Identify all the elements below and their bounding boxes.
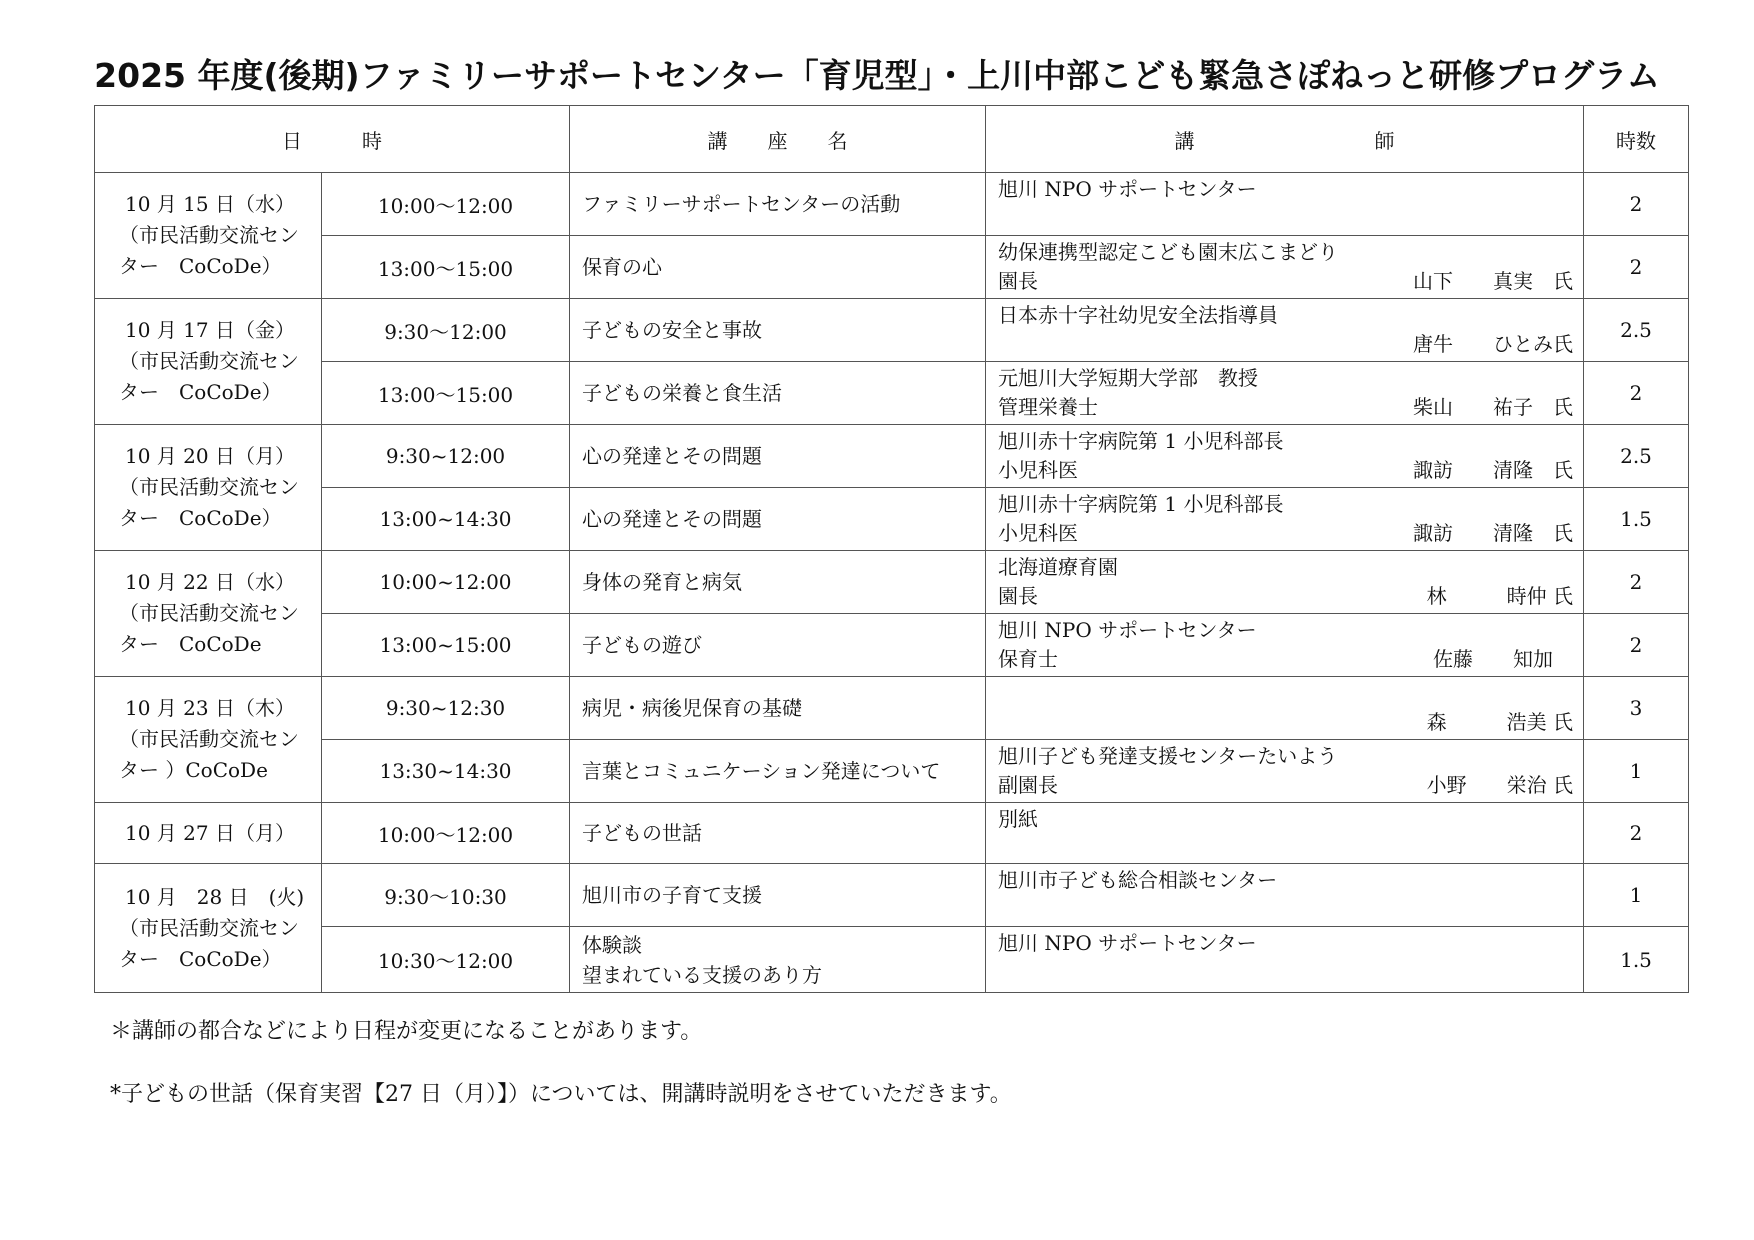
instructor-org: 幼保連携型認定こども園末広こまどり xyxy=(998,240,1338,264)
course-name: 心の発達とその問題 xyxy=(582,444,762,468)
course-name: 保育の心 xyxy=(582,255,662,279)
course-cell xyxy=(570,927,986,993)
hours-cell: 2 xyxy=(1584,362,1689,425)
date-cell xyxy=(95,425,322,551)
instructor-role: 保育士 xyxy=(998,647,1058,671)
hours-cell: 1.5 xyxy=(1584,488,1689,551)
course-name: 子どもの遊び xyxy=(582,633,702,657)
course-name: 子どもの世話 xyxy=(582,821,702,845)
table-row xyxy=(95,362,1689,425)
time-cell: 13:00～15:00 xyxy=(322,362,570,425)
hours-cell: 2.5 xyxy=(1584,425,1689,488)
instructor-org: 旭川市子ども総合相談センター xyxy=(998,868,1278,892)
time-cell: 9:30～12:00 xyxy=(322,299,570,362)
time-cell: 10:00～12:00 xyxy=(322,803,570,864)
hours-cell: 1 xyxy=(1584,740,1689,803)
table-row xyxy=(95,425,1689,488)
table-row xyxy=(95,803,1689,864)
time-cell: 10:00～12:00 xyxy=(322,173,570,236)
instructor-name: 林 時仲 氏 xyxy=(1426,584,1573,608)
time-cell: 13:00～15:00 xyxy=(322,236,570,299)
header-course: 講 座 名 xyxy=(570,106,986,173)
time-cell: 13:00~15:00 xyxy=(322,614,570,677)
course-name: ファミリーサポートセンターの活動 xyxy=(582,192,901,216)
venue-label: （市民活動交流セン xyxy=(119,727,299,751)
course-cell xyxy=(570,236,986,299)
date-label: 10 月 15 日（水） xyxy=(125,192,295,216)
instructor-role: 小児科医 xyxy=(998,458,1078,482)
instructor-cell xyxy=(986,614,1584,677)
course-cell xyxy=(570,299,986,362)
instructor-org: 旭川 NPO サポートセンター xyxy=(998,618,1257,642)
venue-label: ター CoCoDe） xyxy=(119,506,282,530)
instructor-name: 唐牛 ひとみ氏 xyxy=(1413,332,1573,356)
instructor-name: 小野 栄治 氏 xyxy=(1426,773,1573,797)
instructor-cell xyxy=(986,864,1584,927)
table-row xyxy=(95,551,1689,614)
instructor-name: 佐藤 知加 xyxy=(1433,647,1573,671)
instructor-name: 柴山 祐子 氏 xyxy=(1413,395,1573,419)
date-label: 10 月 23 日（木） xyxy=(125,696,295,720)
venue-label: ター CoCoDe） xyxy=(119,946,282,971)
instructor-org: 日本赤十字社幼児安全法指導員 xyxy=(998,303,1278,327)
hours-cell: 1 xyxy=(1584,864,1689,927)
instructor-org xyxy=(998,679,1573,708)
hours-cell: 2 xyxy=(1584,173,1689,236)
instructor-org: 旭川子ども発達支援センターたいよう xyxy=(998,744,1338,768)
note-childcare: *子どもの世話（保育実習【27 日（月）】）については、開講時説明をさせていただきます。 xyxy=(110,1082,1012,1107)
time-cell: 9:30~12:30 xyxy=(322,677,570,740)
time-cell: 10:00~12:00 xyxy=(322,551,570,614)
instructor-cell xyxy=(986,362,1584,425)
instructor-cell xyxy=(986,173,1584,236)
table-row xyxy=(95,927,1689,993)
date-label: 10 月 28 日 (火) xyxy=(125,884,305,909)
instructor-cell xyxy=(986,236,1584,299)
course-cell xyxy=(570,614,986,677)
instructor-cell xyxy=(986,551,1584,614)
instructor-cell xyxy=(986,488,1584,551)
venue-label: （市民活動交流セン xyxy=(119,475,299,499)
time-cell: 13:30~14:30 xyxy=(322,740,570,803)
table-row xyxy=(95,299,1689,362)
course-name: 心の発達とその問題 xyxy=(582,507,762,531)
header-datetime: 日 時 xyxy=(95,106,570,173)
instructor-role: 小児科医 xyxy=(998,521,1078,545)
date-cell xyxy=(95,803,322,864)
venue-label: ター CoCoDe） xyxy=(119,380,282,404)
instructor-org: 旭川赤十字病院第 1 小児科部長 xyxy=(998,429,1284,453)
instructor-cell xyxy=(986,740,1584,803)
hours-cell: 2.5 xyxy=(1584,299,1689,362)
course-name: 望まれている支援のあり方 xyxy=(582,962,822,987)
instructor-role: 副園長 xyxy=(998,773,1058,797)
instructor-org: 元旭川大学短期大学部 教授 xyxy=(998,366,1258,390)
table-row xyxy=(95,236,1689,299)
instructor-cell xyxy=(986,299,1584,362)
venue-label: ター CoCoDe） xyxy=(119,254,282,278)
venue-label: （市民活動交流セン xyxy=(119,915,299,940)
hours-cell: 3 xyxy=(1584,677,1689,740)
note-schedule-change: ＊講師の都合などにより日程が変更になることがあります。 xyxy=(110,1019,703,1044)
instructor-name: 諏訪 清隆 氏 xyxy=(1413,521,1573,545)
date-label: 10 月 20 日（月） xyxy=(125,444,295,468)
hours-cell: 2 xyxy=(1584,803,1689,864)
date-label: 10 月 22 日（水） xyxy=(125,570,295,594)
instructor-cell xyxy=(986,425,1584,488)
hours-cell: 2 xyxy=(1584,236,1689,299)
course-name: 子どもの栄養と食生活 xyxy=(582,381,782,405)
page-title: 2025 年度(後期)ファミリーサポートセンター「育児型」・上川中部こども緊急さぽねっと研修プログラム xyxy=(94,56,1660,95)
table-header-row xyxy=(95,106,1689,173)
date-cell xyxy=(95,677,322,803)
course-name: 言葉とコミュニケーション発達について xyxy=(582,759,941,783)
instructor-name: 諏訪 清隆 氏 xyxy=(1413,458,1573,482)
instructor-role: 園長 xyxy=(998,269,1038,293)
instructor-org: 旭川 NPO サポートセンター xyxy=(998,177,1257,201)
course-cell xyxy=(570,803,986,864)
venue-label: ター ）CoCoDe xyxy=(119,758,268,782)
header-hours: 時数 xyxy=(1584,106,1689,173)
hours-cell: 1.5 xyxy=(1584,927,1689,993)
instructor-org: 別紙 xyxy=(998,807,1038,831)
instructor-role: 園長 xyxy=(998,584,1038,608)
venue-label: （市民活動交流セン xyxy=(119,601,299,625)
date-cell xyxy=(95,173,322,299)
table-row xyxy=(95,740,1689,803)
hours-cell: 2 xyxy=(1584,551,1689,614)
instructor-cell xyxy=(986,803,1584,864)
date-label: 10 月 27 日（月） xyxy=(125,820,295,845)
venue-label: （市民活動交流セン xyxy=(119,223,299,247)
course-cell xyxy=(570,551,986,614)
date-cell xyxy=(95,299,322,425)
instructor-org: 旭川赤十字病院第 1 小児科部長 xyxy=(998,492,1284,516)
instructor-role: 管理栄養士 xyxy=(998,395,1098,419)
date-label: 10 月 17 日（金） xyxy=(125,318,295,342)
course-name: 体験談 xyxy=(582,932,642,957)
course-cell xyxy=(570,173,986,236)
venue-label: ター CoCoDe xyxy=(119,632,262,656)
instructor-name: 山下 真実 氏 xyxy=(1413,269,1573,293)
hours-cell: 2 xyxy=(1584,614,1689,677)
table-row xyxy=(95,677,1689,740)
course-cell xyxy=(570,425,986,488)
course-cell xyxy=(570,362,986,425)
instructor-org: 北海道療育園 xyxy=(998,555,1118,579)
instructor-name: 森 浩美 氏 xyxy=(1426,710,1573,734)
time-cell: 9:30～10:30 xyxy=(322,864,570,927)
instructor-org: 旭川 NPO サポートセンター xyxy=(998,931,1257,955)
course-name: 旭川市の子育て支援 xyxy=(582,883,762,907)
course-cell xyxy=(570,677,986,740)
table-row xyxy=(95,864,1689,927)
course-name: 病児・病後児保育の基礎 xyxy=(582,696,802,720)
course-name: 子どもの安全と事故 xyxy=(582,318,762,342)
time-cell: 10:30～12:00 xyxy=(322,927,570,993)
table-row xyxy=(95,488,1689,551)
table-row xyxy=(95,614,1689,677)
time-cell: 9:30~12:00 xyxy=(322,425,570,488)
date-cell xyxy=(95,864,322,993)
course-cell xyxy=(570,864,986,927)
course-cell xyxy=(570,740,986,803)
header-instructor: 講 師 xyxy=(986,106,1584,173)
instructor-cell xyxy=(986,927,1584,993)
venue-label: （市民活動交流セン xyxy=(119,349,299,373)
course-name: 身体の発育と病気 xyxy=(582,570,742,594)
course-cell xyxy=(570,488,986,551)
instructor-cell xyxy=(986,677,1584,740)
schedule-table xyxy=(94,105,1689,993)
date-cell xyxy=(95,551,322,677)
table-row xyxy=(95,173,1689,236)
time-cell: 13:00~14:30 xyxy=(322,488,570,551)
